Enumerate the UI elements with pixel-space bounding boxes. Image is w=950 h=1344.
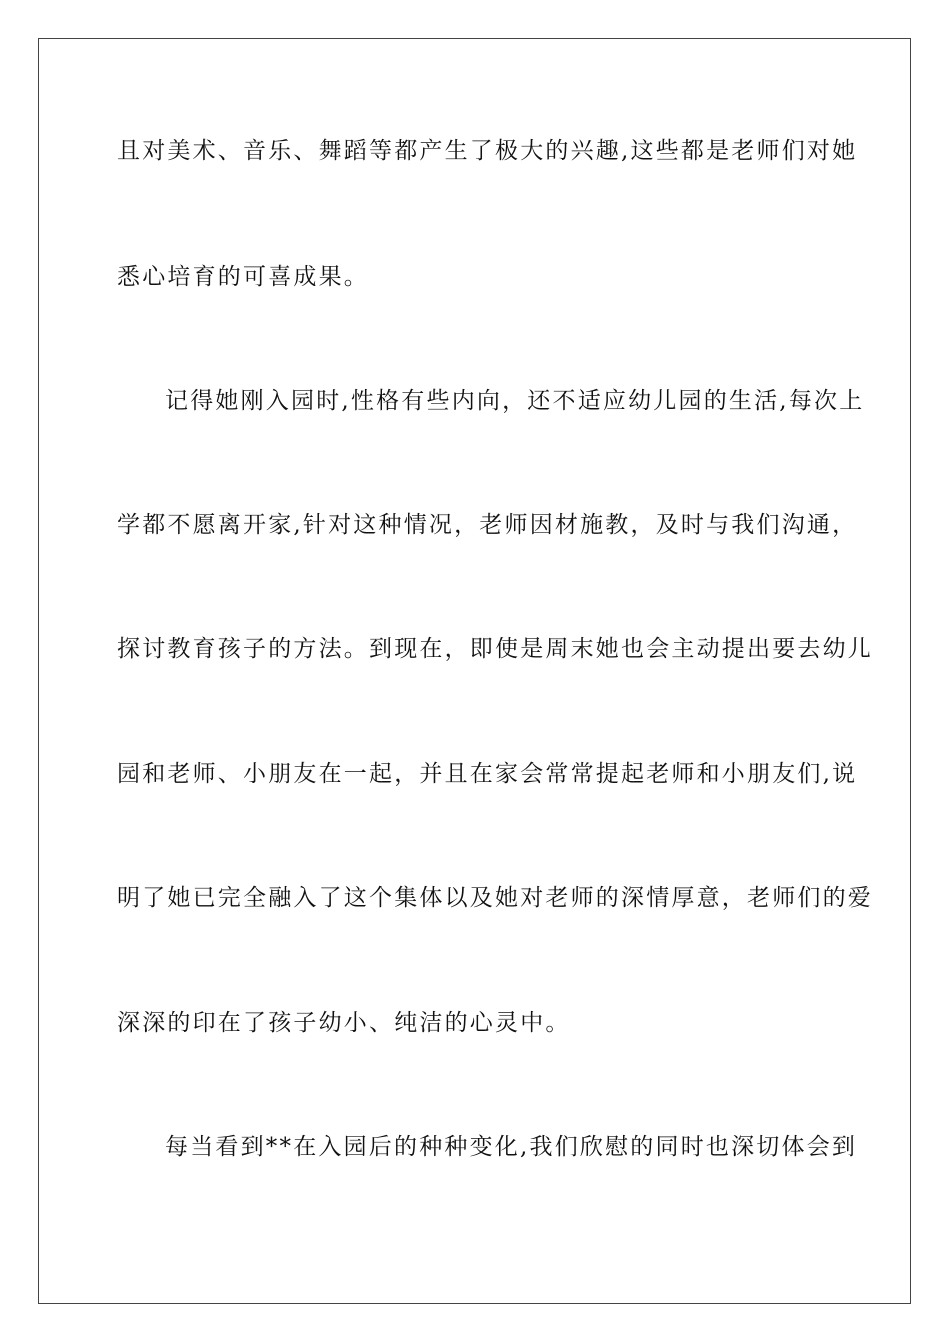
text-line: 每当看到**在入园后的种种变化,我们欣慰的同时也深切体会到 [165, 1134, 858, 1160]
text-line: 记得她刚入园时,性格有些内向，还不适应幼儿园的生活,每次上 [165, 388, 865, 414]
page-border [38, 38, 911, 1304]
text-line: 深深的印在了孩子幼小、纯洁的心灵中。 [117, 1010, 571, 1036]
text-line: 悉心培育的可喜成果。 [117, 264, 369, 290]
text-line: 园和老师、小朋友在一起，并且在家会常常提起老师和小朋友们,说 [117, 761, 858, 787]
text-line: 且对美术、音乐、舞蹈等都产生了极大的兴趣,这些都是老师们对她 [117, 138, 858, 164]
text-line: 明了她已完全融入了这个集体以及她对老师的深情厚意，老师们的爱 [117, 885, 873, 911]
text-line: 探讨教育孩子的方法。到现在，即使是周末她也会主动提出要去幼儿 [117, 636, 873, 662]
text-line: 学都不愿离开家,针对这种情况，老师因材施教，及时与我们沟通， [117, 512, 858, 538]
